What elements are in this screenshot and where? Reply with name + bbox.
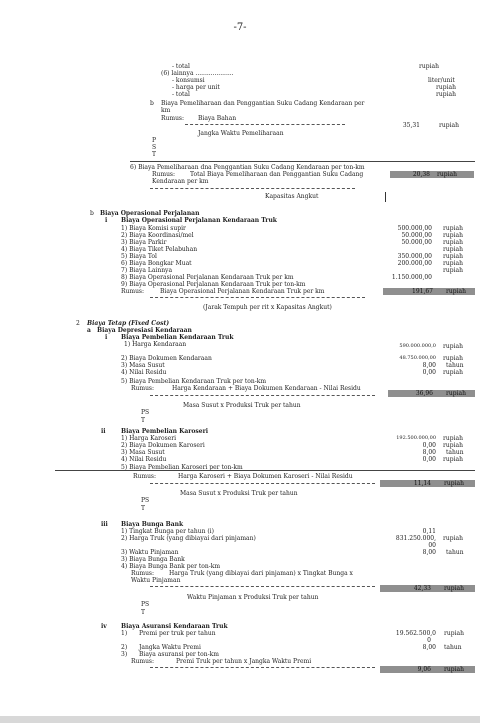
unit-label: rupiah <box>436 84 456 91</box>
value: 0,00 <box>422 442 436 449</box>
list-item: 1) Tingkat Bunga per tahun (i) <box>121 528 214 535</box>
subsection-title: Biaya Operasional Perjalanan Kendaraan Truk <box>121 217 277 224</box>
list-item: 3) Masa Susut <box>121 362 165 369</box>
list-item-number: 1) <box>121 630 128 637</box>
symbol-t: T <box>141 609 146 616</box>
unit-label: rupiah <box>443 355 463 362</box>
rumus-label: Rumus: <box>133 473 157 480</box>
list-item: 1) Biaya Komisi supir <box>121 225 186 232</box>
subsection-label: iv <box>101 623 107 630</box>
value: 350.000,00 <box>397 253 432 260</box>
unit-label: rupiah <box>444 666 464 673</box>
symbol-t: T <box>141 505 146 512</box>
unit-label: rupiah <box>419 63 439 70</box>
list-item: 9) Biaya Operasional Perjalanan Kendaraan Truk per ton-km <box>121 281 306 288</box>
list-item: 3) Biaya Bunga Bank <box>121 556 185 563</box>
unit-label: rupiah <box>443 369 463 376</box>
list-item: 2) Biaya Dokumen Kendaraan <box>121 355 212 362</box>
section-title: Biaya Tetap (Fixed Cost) <box>87 320 170 327</box>
lainnya-label: (6) lainnya .................... <box>161 70 234 77</box>
unit-label: rupiah <box>437 171 457 178</box>
value: 9,06 <box>417 666 431 673</box>
unit-label: rupiah <box>443 535 463 542</box>
unit-label: rupiah <box>443 343 463 350</box>
subsection-label: i <box>105 217 108 224</box>
fraction-line <box>150 297 365 298</box>
subsection-title: Biaya Asuransi Kendaraan Truk <box>121 623 228 630</box>
list-item: 4) Biaya Bunga Bank per ton-km <box>121 563 221 570</box>
item-text: Biaya Pemeliharaan dan Penggantian Suku Cadang Kendaraan per <box>161 100 365 107</box>
section-label: 2 <box>76 320 80 327</box>
symbol-t: T <box>141 417 146 424</box>
list-item: 3) Masa Susut <box>121 449 165 456</box>
unit-label: rupiah <box>443 239 463 246</box>
total-label: - total <box>172 91 190 98</box>
value: 191,67 <box>412 288 433 295</box>
list-item: 4) Nilai Residu <box>121 456 167 463</box>
value: 1.150.000,00 <box>391 274 432 281</box>
value: 8,00 <box>422 644 436 651</box>
list-item: 5) Biaya Tol <box>121 253 157 260</box>
item-text: 6) Biaya Pemeliharaan dna Penggantian Suku Cadang Kendaraan per ton-km <box>130 164 365 171</box>
formula-denominator: Waktu Pinjaman x Produksi Truk per tahun <box>187 594 319 601</box>
symbol-s: S <box>152 144 157 151</box>
unit-label: tahun <box>444 644 462 651</box>
list-item: 2) Biaya Koordinasi/mel <box>121 232 194 239</box>
value: 831.250.000, <box>395 535 436 542</box>
unit-label: rupiah <box>443 435 463 442</box>
list-item: 2) Harga Truk (yang dibiayai dari pinjaman) <box>121 535 256 542</box>
subsection-label: a <box>87 327 91 334</box>
rumus-label: Rumus: <box>121 288 145 295</box>
section-title: Biaya Operasional Perjalanan <box>100 210 200 217</box>
rumus-label: Rumus: <box>131 658 155 665</box>
subsection-title: Biaya Bunga Bank <box>121 521 184 528</box>
unit-label: tahun <box>446 362 464 369</box>
unit-label: rupiah <box>443 246 463 253</box>
harga-per-unit-label: - harga per unit <box>172 84 220 91</box>
value: 11,14 <box>413 480 431 487</box>
list-item: 2) Biaya Dokumen Karoseri <box>121 442 205 449</box>
unit-label: rupiah <box>443 260 463 267</box>
unit-label: rupiah <box>444 480 464 487</box>
divider <box>55 470 475 471</box>
symbol-t: T <box>152 151 157 158</box>
list-item: Biaya asuransi per ton-km <box>139 651 219 658</box>
rumus-label: Rumus: <box>152 171 176 178</box>
unit-label: rupiah <box>443 232 463 239</box>
unit-label: tahun <box>446 549 464 556</box>
formula-numerator: Harga Karoseri + Biaya Dokumen Karoseri - Nilai Residu <box>178 473 353 480</box>
formula-numerator: Harga Truk (yang dibiayai dari pinjaman) x Tingkat Bunga x <box>169 570 353 577</box>
symbol-p: P <box>152 137 157 144</box>
value: 8,00 <box>422 362 436 369</box>
value: 50.000,00 <box>401 232 432 239</box>
formula-denominator: (Jarak Tempuh per rit x Kapasitas Angkut) <box>203 304 332 311</box>
formula-numerator: Total Biaya Pemeliharaan dan Penggantian Suku Cadang <box>190 171 364 178</box>
unit-label: rupiah <box>443 267 463 274</box>
list-item: Premi per truk per tahun <box>139 630 216 637</box>
unit-label: rupiah <box>439 122 459 129</box>
list-item-number: 3) <box>121 651 128 658</box>
page-bottom-edge <box>0 716 480 723</box>
formula-denominator: Masa Susut x Produksi Truk per tahun <box>180 490 298 497</box>
page-number: -7- <box>233 22 247 33</box>
unit-label: rupiah <box>443 442 463 449</box>
subsection-label: iii <box>101 521 108 528</box>
unit-label: rupiah <box>444 630 464 637</box>
rumus-label: Rumus: <box>131 385 155 392</box>
list-item: 1) Harga Kendaraan <box>124 341 187 348</box>
value: 36,96 <box>415 390 433 397</box>
unit-label: tahun <box>446 449 464 456</box>
formula-denominator: Masa Susut x Produksi Truk per tahun <box>183 402 301 409</box>
formula-numerator: Waktu Pinjaman <box>131 577 181 584</box>
list-item: 3) Waktu Pinjaman <box>121 549 179 556</box>
value: 590.000.000,0 <box>399 343 436 349</box>
subsection-title: Biaya Pembelian Kendaraan Truk <box>121 334 234 341</box>
formula-numerator: Biaya Bahan <box>198 115 237 122</box>
formula-denominator: Kapasitas Angkut <box>265 193 319 200</box>
total-label: - total <box>172 63 190 70</box>
value: 48.750.000,00 <box>399 355 436 361</box>
fraction-line <box>150 188 355 189</box>
rumus-label: Rumus: <box>161 115 185 122</box>
subsection-title: Biaya Pembelian Karoseri <box>121 428 209 435</box>
unit-label: rupiah <box>444 585 464 592</box>
list-item: 5) Biaya Pembelian Karoseri per ton-km <box>121 464 243 471</box>
value: 0,00 <box>422 456 436 463</box>
fraction-line <box>150 395 375 396</box>
item-label: b <box>150 100 154 107</box>
list-item: 7) Biaya Lainnya <box>121 267 173 274</box>
unit-label: rupiah <box>446 288 466 295</box>
unit-label: rupiah <box>443 225 463 232</box>
value: 8,00 <box>422 549 436 556</box>
value: 0,00 <box>422 369 436 376</box>
section-label: b <box>90 210 94 217</box>
value: 50.000,00 <box>401 239 432 246</box>
list-item: 3) Biaya Parkir <box>121 239 167 246</box>
value: 00 <box>428 542 436 549</box>
list-item: 4) Biaya Tiket Pelabuhan <box>121 246 198 253</box>
symbol-ps: PS <box>141 601 150 608</box>
list-item: 1) Harga Karoseri <box>121 435 177 442</box>
divider <box>130 161 475 162</box>
fraction-line <box>185 124 345 125</box>
value: 500.000,00 <box>397 225 432 232</box>
subsection-label: i <box>105 334 108 341</box>
subsection-label: ii <box>101 428 106 435</box>
list-item: Jangka Waktu Premi <box>139 644 201 651</box>
rumus-label: Rumus: <box>131 570 155 577</box>
value: 35,31 <box>402 122 420 129</box>
unit-label: rupiah <box>436 91 456 98</box>
formula-denominator: Jangka Waktu Pemeliharaan <box>198 130 284 137</box>
item-text: km <box>161 107 171 114</box>
value: 0,11 <box>422 528 436 535</box>
unit-label: rupiah <box>446 390 466 397</box>
konsumsi-label: - konsumsi <box>172 77 205 84</box>
divider <box>385 192 386 202</box>
list-item: 4) Nilai Residu <box>121 369 167 376</box>
list-item-number: 2) <box>121 644 128 651</box>
value: 192.500.000,00 <box>396 435 436 441</box>
fraction-line <box>150 483 375 484</box>
unit-label: rupiah <box>443 456 463 463</box>
value: 19.562.500,0 <box>395 630 436 637</box>
subsection-title: Biaya Depresiasi Kendaraan <box>97 327 192 334</box>
list-item: 6) Biaya Bongkar Muat <box>121 260 192 267</box>
list-item: 5) Biaya Pembelian Kendaraan Truk per ton-km <box>121 378 267 385</box>
symbol-ps: PS <box>141 409 150 416</box>
unit-label: rupiah <box>443 253 463 260</box>
list-item: 8) Biaya Operasional Perjalanan Kendaraan Truk per km <box>121 274 294 281</box>
formula-numerator: Kendaraan per km <box>152 178 209 185</box>
value: 0 <box>427 637 431 644</box>
value: 20,38 <box>412 171 430 178</box>
symbol-ps: PS <box>141 497 150 504</box>
formula-numerator: Harga Kendaraan + Biaya Dokumen Kendaraan - Nilai Residu <box>172 385 361 392</box>
value: 200.000,00 <box>397 260 432 267</box>
value: 42,33 <box>413 585 431 592</box>
formula-numerator: Premi Truk per tahun x Jangka Waktu Premi <box>176 658 312 665</box>
fraction-line <box>150 586 375 587</box>
unit-label: liter/unit <box>428 77 455 84</box>
formula-numerator: Biaya Operasional Perjalanan Kendaraan Truk per km <box>160 288 325 295</box>
value: 8,00 <box>422 449 436 456</box>
fraction-line <box>150 667 375 668</box>
